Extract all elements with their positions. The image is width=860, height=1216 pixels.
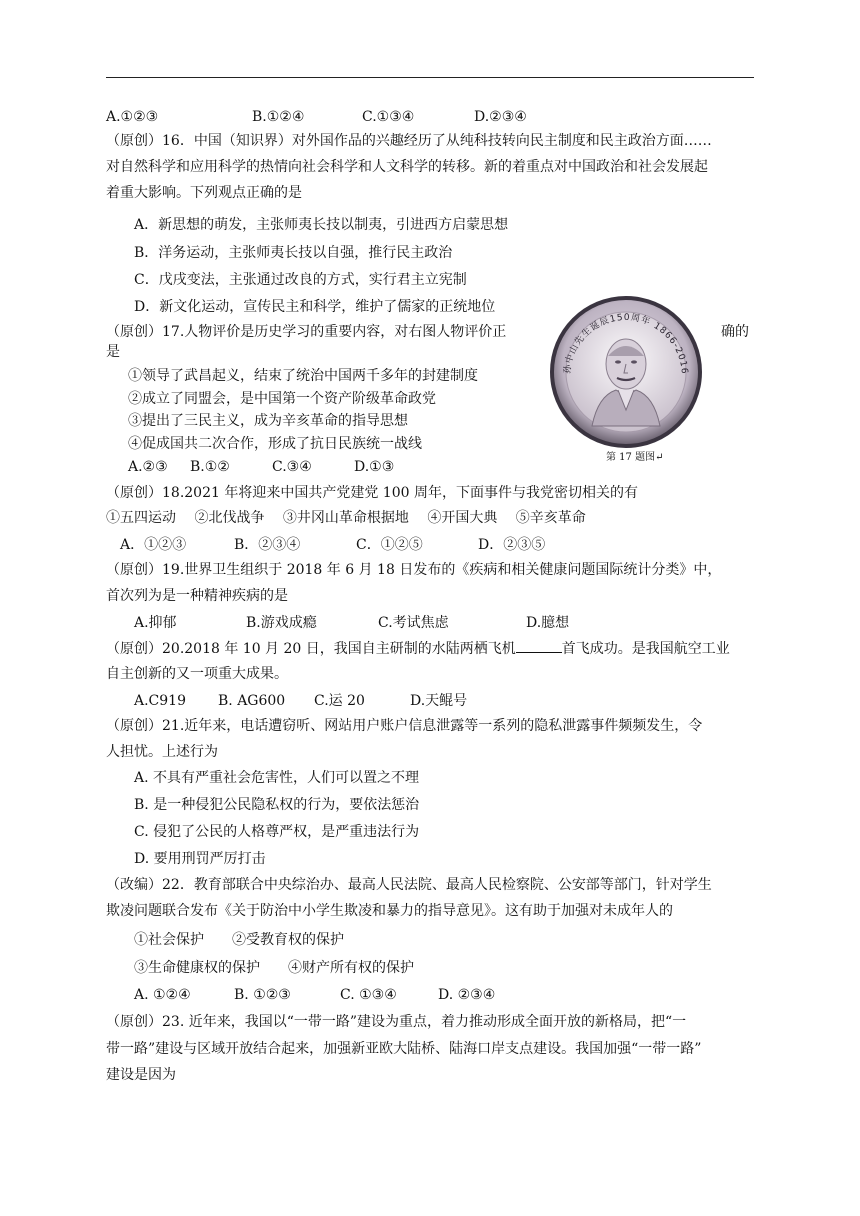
header-rule	[106, 77, 754, 78]
q20-answer-blank	[516, 638, 562, 653]
q15-option-c: C.①③④	[362, 109, 415, 125]
q15-option-a: A.①②③	[106, 109, 159, 125]
q16-option-d: D．新文化运动，宣传民主和科学，维护了儒家的正统地位	[134, 299, 496, 315]
q22-statement-1-2: ①社会保护 ②受教育权的保护	[134, 932, 344, 948]
q21-option-a: A. 不具有严重社会危害性，人们可以置之不理	[134, 770, 420, 786]
q17-option-a: A.②③	[128, 459, 168, 475]
q21-option-c: C. 侵犯了公民的人格尊严权，是严重违法行为	[134, 824, 420, 840]
q18-option-c: C．①②⑤	[356, 537, 423, 553]
q20-stem-1a: （原创）20.2018 年 10 月 20 日，我国自主研制的水陆两栖飞机	[106, 641, 516, 657]
q15-options	[106, 107, 527, 127]
q18-stem-1: （原创）18.2021 年将迎来中国共产党建党 100 周年，下面事件与我党密切相关的有	[106, 485, 638, 501]
q17-stem-2: 是	[106, 344, 120, 360]
q19-stem-2: 首次列为是一种精神疾病的是	[106, 588, 288, 604]
q17-option-d: D.①③	[354, 459, 395, 475]
q20-option-a: A.C919	[134, 693, 186, 709]
q22-stem-1: （改编）22．教育部联合中央综治办、最高人民法院、最高人民检察院、公安部等部门，针对学生	[106, 877, 712, 893]
q17-stem-1: （原创）17.人物评价是历史学习的重要内容，对右图人物评价正	[106, 324, 507, 340]
q22-option-b: B. ①②③	[234, 987, 291, 1003]
q18-option-d: D．②③⑤	[478, 537, 546, 553]
q17-options	[128, 457, 394, 477]
q21-stem-2: 人担忧。上述行为	[106, 744, 218, 760]
q22-options	[134, 985, 495, 1005]
sun-yatsen-coin-figure	[546, 292, 706, 464]
q20-options	[134, 691, 467, 711]
q16-stem-3: 着重大影响。下列观点正确的是	[106, 185, 302, 201]
q17-option-b: B.①②	[190, 459, 230, 475]
q22-statement-3-4: ③生命健康权的保护 ④财产所有权的保护	[134, 960, 414, 976]
q22-option-a: A. ①②④	[134, 987, 191, 1003]
q19-option-d: D.臆想	[526, 615, 570, 631]
q21-option-b: B. 是一种侵犯公民隐私权的行为，要依法惩治	[134, 797, 420, 813]
q22-option-c: C. ①③④	[340, 987, 397, 1003]
q15-option-d: D.②③④	[474, 109, 527, 125]
q16-option-c: C．戊戌变法，主张通过改良的方式，实行君主立宪制	[134, 272, 467, 288]
q16-option-b: B．洋务运动，主张师夷长技以自强，推行民主政治	[134, 245, 453, 261]
q17-statement-2: ②成立了同盟会，是中国第一个资产阶级革命政党	[128, 391, 436, 407]
q20-stem-2: 自主创新的又一项重大成果。	[106, 666, 288, 682]
q16-stem-2: 对自然科学和应用科学的热情向社会科学和人文科学的转移。新的着重点对中国政治和社会发展起	[106, 159, 708, 175]
q21-option-d: D. 要用刑罚严厉打击	[134, 851, 266, 867]
q20-option-b: B. AG600	[218, 693, 286, 709]
q20-option-c: C.运 20	[314, 693, 365, 709]
q15-option-b: B.①②④	[252, 109, 305, 125]
q17-option-c: C.③④	[272, 459, 312, 475]
q18-option-a: A．①②③	[120, 537, 187, 553]
q17-statement-1: ①领导了武昌起义，结束了统治中国两千多年的封建制度	[128, 368, 478, 384]
q18-options	[120, 535, 545, 555]
q19-options	[134, 613, 569, 633]
q17-figure-caption: 第 17 题图↵	[606, 452, 664, 463]
q18-items: ①五四运动 ②北伐战争 ③井冈山革命根据地 ④开国大典 ⑤辛亥革命	[106, 510, 586, 526]
q19-option-b: B.游戏成瘾	[246, 615, 317, 631]
q17-statement-4: ④促成国共二次合作，形成了抗日民族统一战线	[128, 436, 422, 452]
q19-stem-1: （原创）19.世界卫生组织于 2018 年 6 月 18 日发布的《疾病和相关健康问题国际统计分类》中，	[106, 562, 722, 578]
q22-stem-2: 欺凌问题联合发布《关于防治中小学生欺凌和暴力的指导意见》。这有助于加强对未成年人的	[106, 903, 673, 919]
q17-statement-3: ③提出了三民主义，成为辛亥革命的指导思想	[128, 413, 408, 429]
q20-stem-1b: 首飞成功。是我国航空工业	[561, 641, 730, 657]
q21-stem-1: （原创）21.近年来，电话遭窃听、网站用户账户信息泄露等一系列的隐私泄露事件频频发生，令	[106, 718, 703, 734]
q16-option-a: A．新思想的萌发，主张师夷长技以制夷，引进西方启蒙思想	[134, 217, 509, 233]
q17-stem-1-right: 确的	[721, 324, 749, 340]
q19-option-c: C.考试焦虑	[378, 615, 449, 631]
q23-stem-1: （原创）23. 近年来，我国以“一带一路”建设为重点，着力推动形成全面开放的新格局，把“一	[106, 1014, 687, 1030]
q23-stem-3: 建设是因为	[106, 1067, 176, 1083]
q16-stem-1: （原创）16．中国（知识界）对外国作品的兴趣经历了从纯科技转向民主制度和民主政治方面……	[106, 133, 712, 149]
coin-inscription: 孙中山先生诞辰150周年 1866-2016	[562, 312, 690, 376]
q20-option-d: D.天鲲号	[410, 693, 468, 709]
q23-stem-2: 带一路”建设与区域开放结合起来，加强新亚欧大陆桥、陆海口岸支点建设。我国加强“一带一路”	[106, 1041, 702, 1057]
q18-option-b: B．②③④	[234, 537, 301, 553]
q20-stem-1	[106, 638, 730, 659]
q22-option-d: D. ②③④	[438, 987, 496, 1003]
q19-option-a: A.抑郁	[134, 615, 177, 631]
